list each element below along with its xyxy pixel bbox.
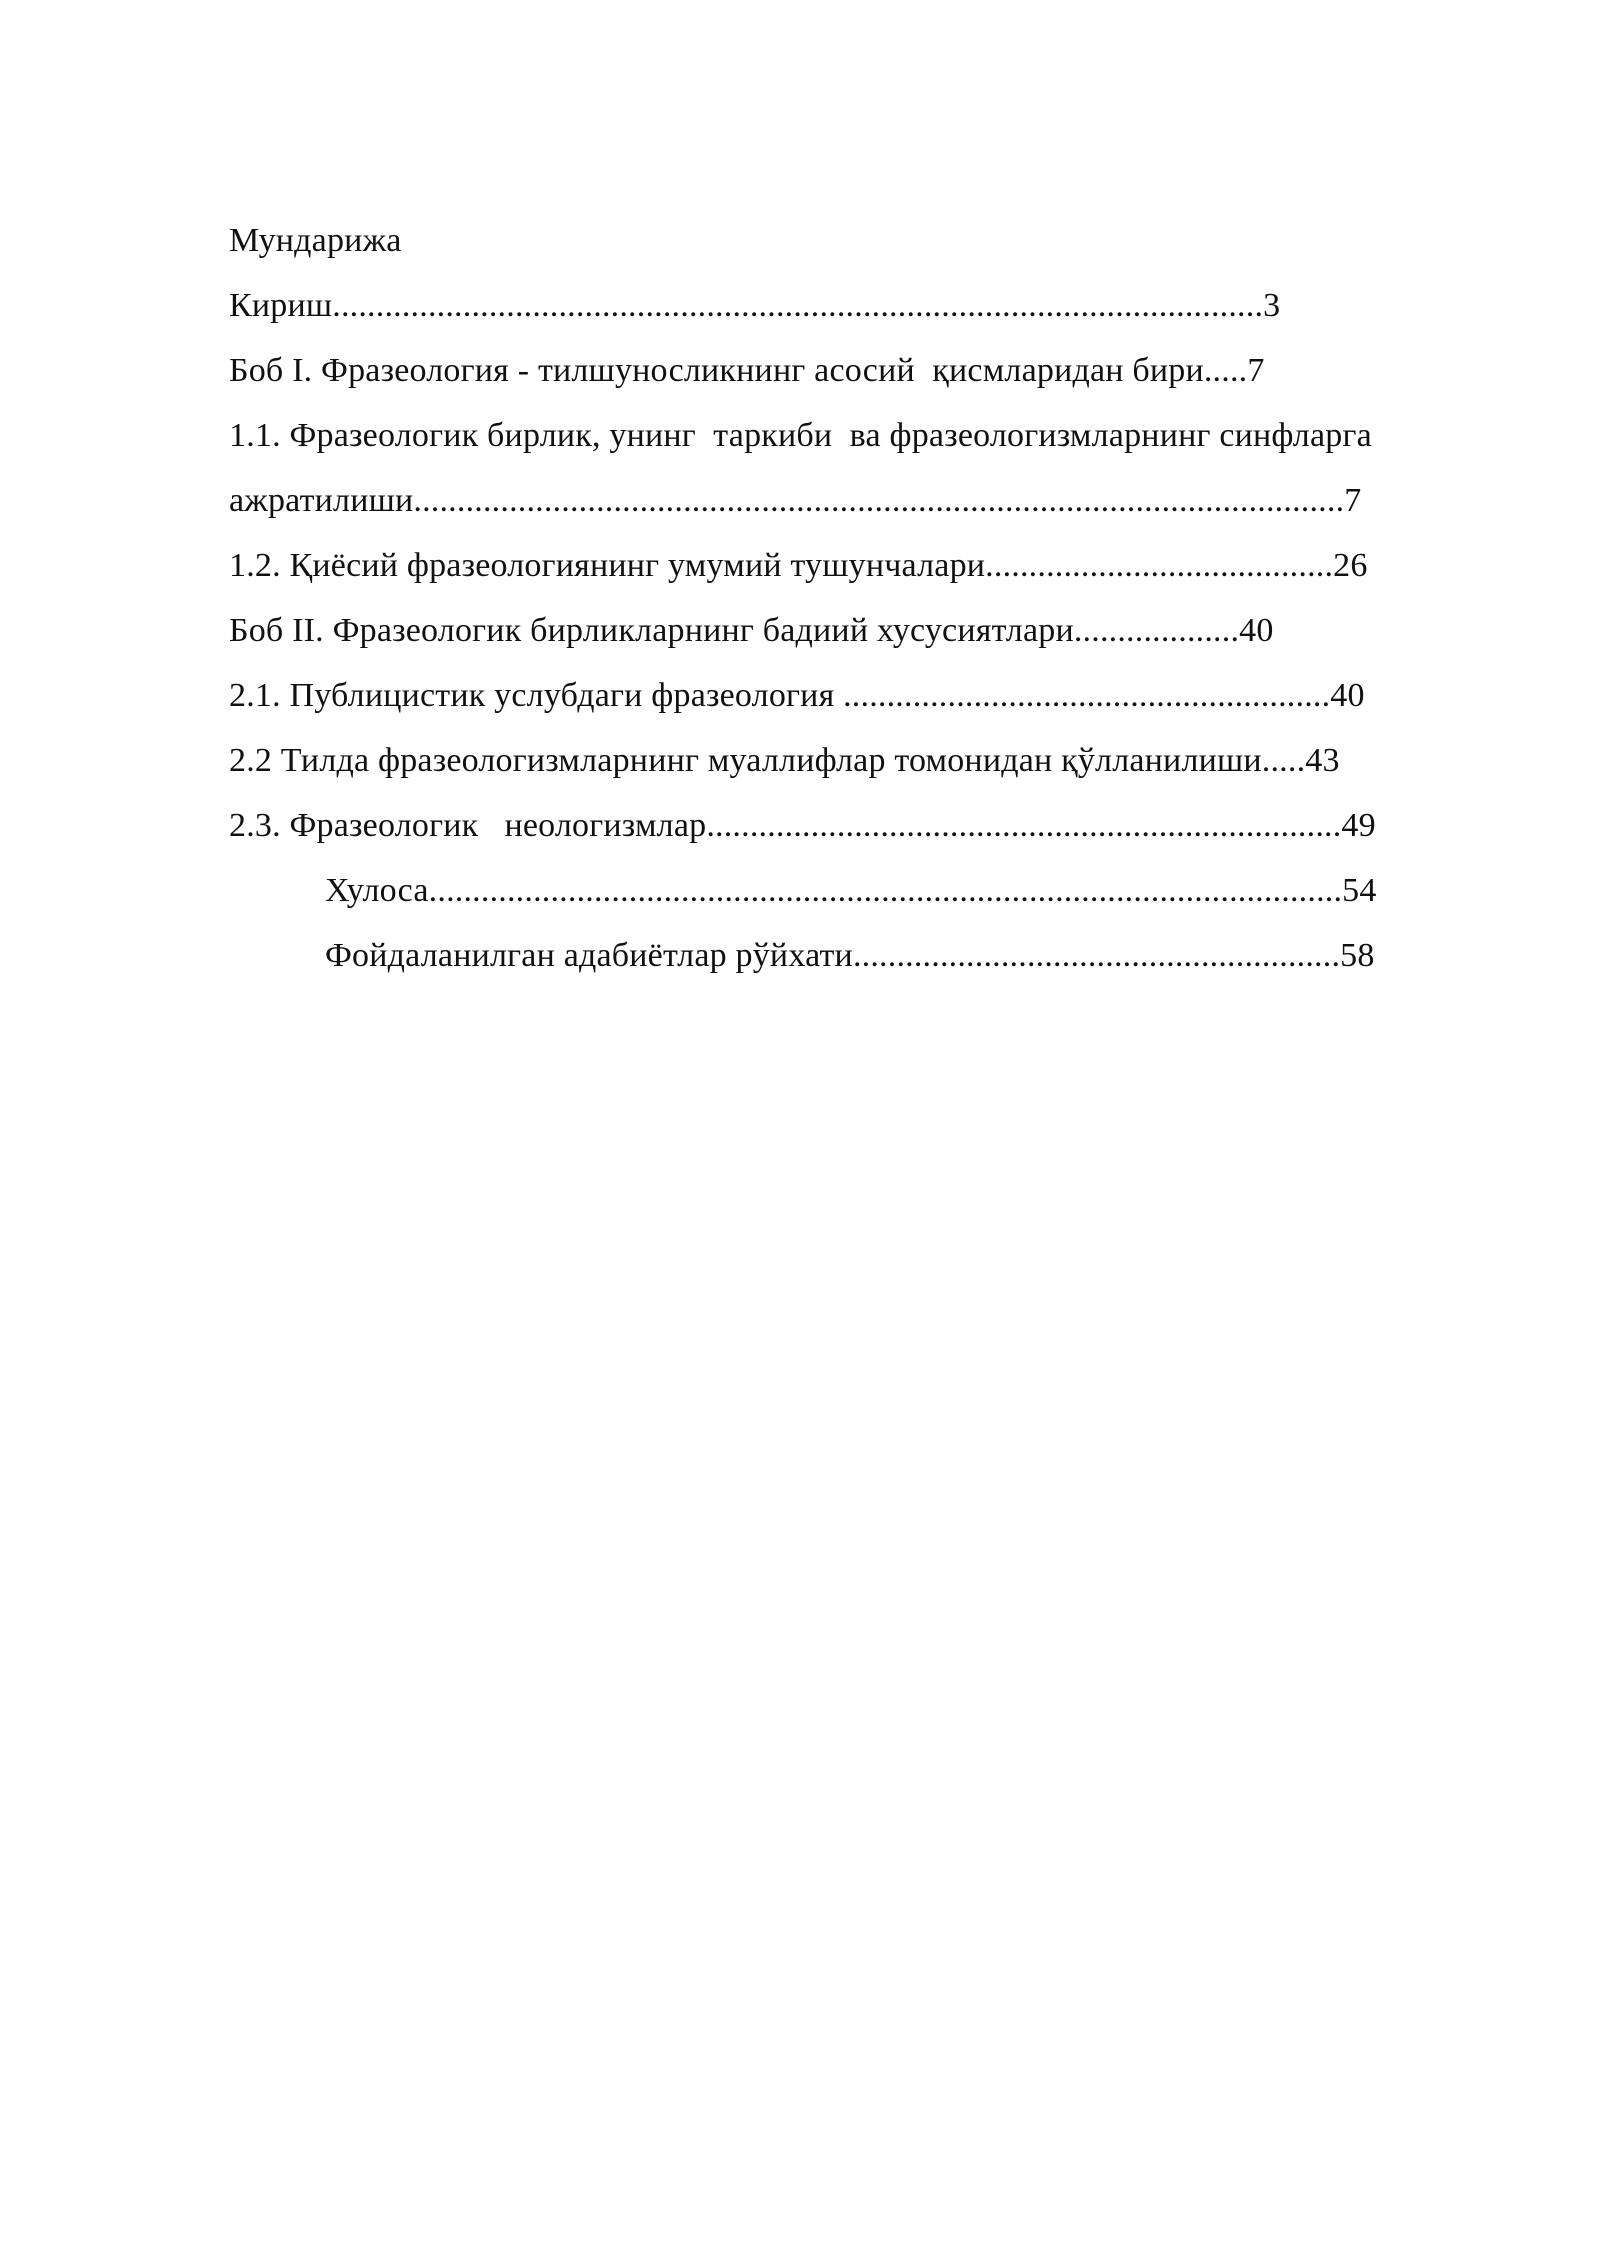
toc-entry-conclusion: Хулоса.........................................................................................................54 xyxy=(325,872,1377,909)
toc-entry-section-1-1: 1.1. Фразеологик бирлик, унинг таркиби ва фразеологизмларнинг синфларга xyxy=(229,417,1372,454)
toc-entry-chapter-2: Боб II. Фразеологик бирликларнинг бадиий хусусиятлари...................40 xyxy=(229,612,1274,649)
toc-entry-intro: Кириш...........................................................................................................3 xyxy=(229,287,1281,324)
toc-entry-chapter-1: Боб I. Фразеология - тилшуносликнинг асосий қисмларидан бири.....7 xyxy=(229,352,1265,389)
toc-entry-section-2-2: 2.2 Тилда фразеологизмларнинг муаллифлар томонидан қўлланилиши.....43 xyxy=(229,742,1340,779)
toc-entry-section-2-1: 2.1. Публицистик услубдаги фразеология ........................................................40 xyxy=(229,677,1365,714)
toc-entry-section-1-2: 1.2. Қиёсий фразеологиянинг умумий тушунчалари........................................26 xyxy=(229,547,1368,584)
toc-entry-section-2-3: 2.3. Фразеологик неологизмлар.........................................................................49 xyxy=(229,807,1376,844)
toc-entry-references: Фойдаланилган адабиётлар рўйхати........................................................58 xyxy=(325,937,1375,974)
toc-entry-section-1-1-continued: ажратилиши...........................................................................................................7 xyxy=(229,482,1362,519)
toc-heading: Мундарижа xyxy=(229,222,402,259)
